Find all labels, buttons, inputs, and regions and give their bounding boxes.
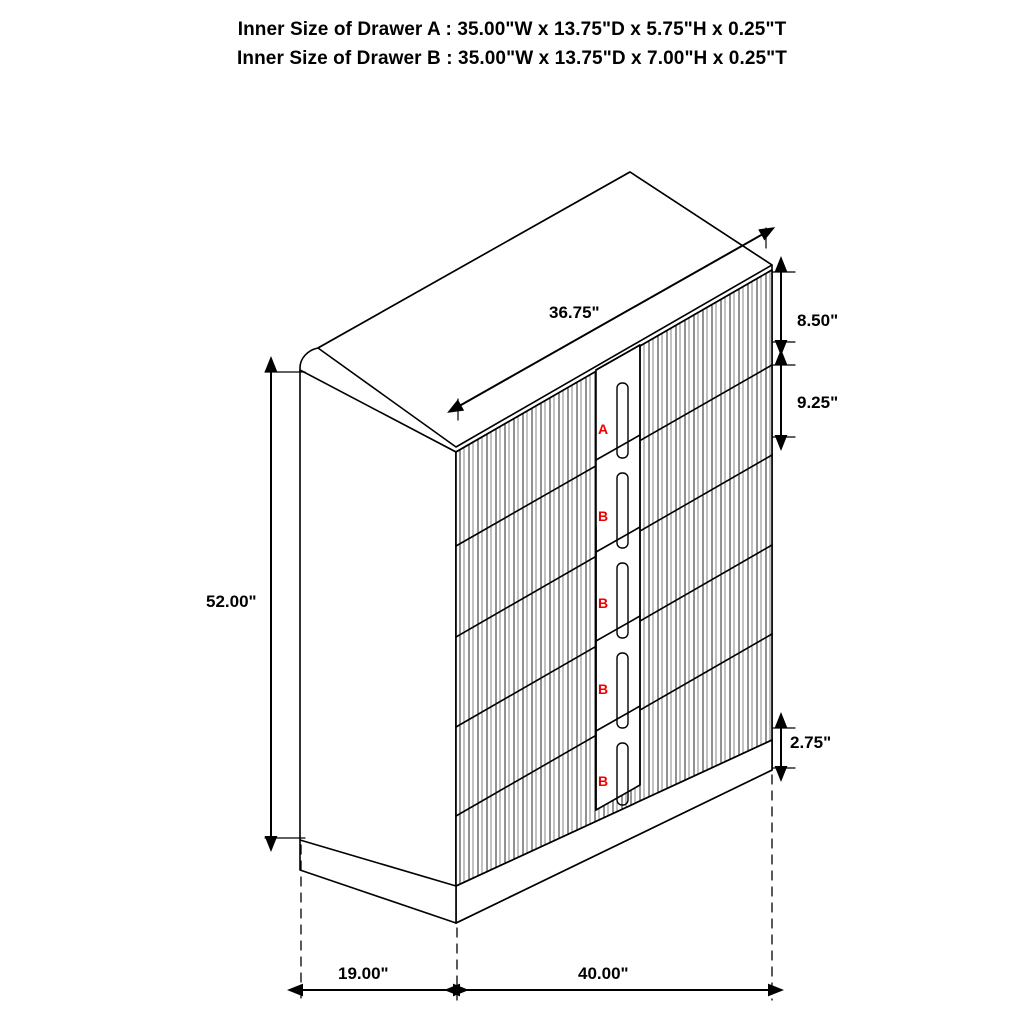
drawer-label-b4: B <box>598 773 609 789</box>
dim-width-label: 40.00" <box>578 964 629 983</box>
drawer-a-spec-text: Inner Size of Drawer A : 35.00"W x 13.75"D x 5.75"H x 0.25"T <box>237 19 787 40</box>
drawer-label-b3: B <box>598 681 609 697</box>
drawer-b-spec-text: Inner Size of Drawer B : 35.00"W x 13.75"D x 7.00"H x 0.25"T <box>237 48 787 69</box>
dim-depth-label: 19.00" <box>338 964 389 983</box>
drawer-label-a1: A <box>598 421 609 437</box>
dim-top-width-label: 36.75" <box>549 303 600 322</box>
drawer-label-b1: B <box>598 508 609 524</box>
dim-base-height-label: 2.75" <box>790 733 832 752</box>
dim-total-height-label: 52.00" <box>206 592 257 611</box>
dim-top-drawer-height-label: 8.50" <box>797 311 839 330</box>
dim-second-drawer-height-label: 9.25" <box>797 393 839 412</box>
drawer-label-b2: B <box>598 595 609 611</box>
